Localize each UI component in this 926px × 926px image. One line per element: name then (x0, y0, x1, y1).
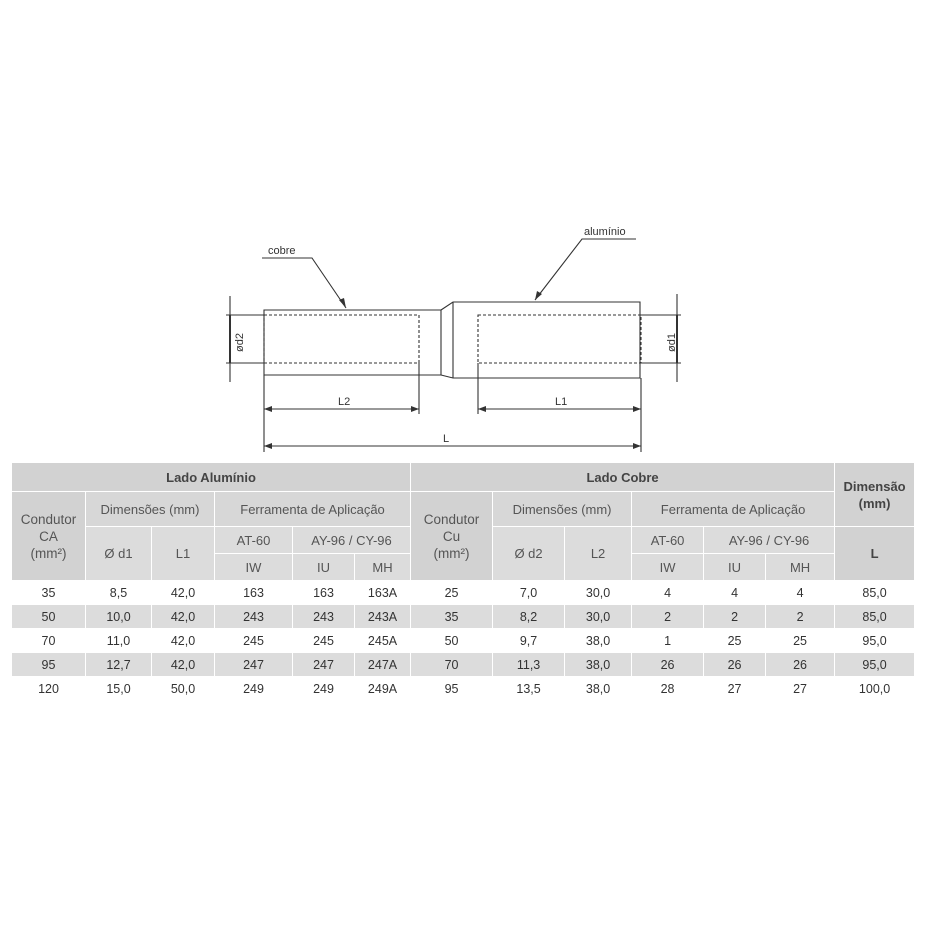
transition (441, 302, 640, 378)
table-cell: 85,0 (835, 581, 915, 605)
table-cell: 8,5 (86, 581, 152, 605)
label-L2: L2 (338, 396, 351, 408)
header-dim-L: L (835, 527, 915, 581)
table-cell: 12,7 (86, 653, 152, 677)
table-cell: 95 (12, 653, 86, 677)
table-cell: 2 (766, 605, 835, 629)
header-dimensao-line2: (mm) (858, 495, 891, 511)
table-cell: 50,0 (152, 677, 215, 701)
header-d1: Ø d1 (86, 527, 152, 581)
table-cell: 26 (632, 653, 704, 677)
header-iu-cu: IU (704, 554, 766, 581)
label-L: L (443, 433, 450, 445)
header-lado-cobre: Lado Cobre (411, 463, 835, 492)
table-cell: 95,0 (835, 629, 915, 653)
table-cell: 8,2 (493, 605, 565, 629)
table-cell: 2 (704, 605, 766, 629)
header-condutor-ca (12, 492, 86, 581)
table-cell: 249 (293, 677, 355, 701)
table-cell: 27 (766, 677, 835, 701)
table-row (12, 653, 915, 677)
table-cell: 25 (704, 629, 766, 653)
table-cell: 243A (355, 605, 411, 629)
table-cell: 15,0 (86, 677, 152, 701)
table-row (12, 629, 915, 653)
table-cell: 28 (632, 677, 704, 701)
header-d2: Ø d2 (493, 527, 565, 581)
table-cell: 70 (12, 629, 86, 653)
table-cell: 95 (411, 677, 493, 701)
table-cell: 38,0 (565, 629, 632, 653)
header-dimensoes-al: Dimensões (mm) (86, 492, 215, 527)
table-cell: 1 (632, 629, 704, 653)
table-cell: 245 (215, 629, 293, 653)
table-cell: 4 (632, 581, 704, 605)
table-cell: 85,0 (835, 605, 915, 629)
table-cell: 7,0 (493, 581, 565, 605)
table-cell: 95,0 (835, 653, 915, 677)
connector-diagram (0, 0, 926, 460)
header-condutor-cu (411, 492, 493, 581)
table-cell: 120 (12, 677, 86, 701)
condutor-cu-line2: Cu (442, 528, 461, 544)
table-cell: 42,0 (152, 581, 215, 605)
table-cell: 38,0 (565, 653, 632, 677)
table-cell: 249A (355, 677, 411, 701)
table-cell: 13,5 (493, 677, 565, 701)
header-l2: L2 (565, 527, 632, 581)
table-row (12, 605, 915, 629)
table-cell: 10,0 (86, 605, 152, 629)
table-cell: 249 (215, 677, 293, 701)
table-cell: 26 (704, 653, 766, 677)
table-cell: 35 (411, 605, 493, 629)
table-cell: 4 (766, 581, 835, 605)
table-cell: 25 (411, 581, 493, 605)
table-cell: 163A (355, 581, 411, 605)
header-iw-al: IW (215, 554, 293, 581)
table-cell: 245 (293, 629, 355, 653)
condutor-ca-line2: CA (39, 528, 58, 544)
table-cell: 247 (215, 653, 293, 677)
condutor-ca-line3: (mm²) (30, 545, 67, 561)
table-cell: 38,0 (565, 677, 632, 701)
table-cell: 243 (293, 605, 355, 629)
copper-bore (264, 315, 419, 363)
table-cell: 4 (704, 581, 766, 605)
header-at60-cu: AT-60 (632, 527, 704, 554)
header-mh-al: MH (355, 554, 411, 581)
label-aluminio: alumínio (584, 226, 626, 238)
table-cell: 27 (704, 677, 766, 701)
table-cell: 247 (293, 653, 355, 677)
aluminum-bore (478, 315, 641, 363)
table-row (12, 677, 915, 701)
table-cell: 50 (411, 629, 493, 653)
table-cell: 70 (411, 653, 493, 677)
header-dimensoes-cu: Dimensões (mm) (493, 492, 632, 527)
condutor-ca-line1: Condutor (20, 511, 77, 527)
table-cell: 50 (12, 605, 86, 629)
cobre-leader (262, 258, 346, 308)
header-ay96-cu: AY-96 / CY-96 (704, 527, 835, 554)
condutor-cu-line1: Condutor (423, 511, 480, 527)
copper-body (264, 310, 441, 375)
header-mh-cu: MH (766, 554, 835, 581)
table-cell: 2 (632, 605, 704, 629)
label-d2: ød2 (234, 333, 246, 352)
label-L1: L1 (555, 396, 568, 408)
condutor-cu-line3: (mm²) (433, 545, 470, 561)
table-cell: 30,0 (565, 581, 632, 605)
header-ferramenta-cu: Ferramenta de Aplicação (632, 492, 835, 527)
table-cell: 11,3 (493, 653, 565, 677)
aluminio-leader (535, 239, 636, 300)
table-cell: 35 (12, 581, 86, 605)
table-row (12, 581, 915, 605)
header-dimensao-line1: Dimensão (843, 478, 906, 494)
header-at60-al: AT-60 (215, 527, 293, 554)
table-cell: 163 (215, 581, 293, 605)
spec-table-body (12, 581, 915, 701)
table-cell: 243 (215, 605, 293, 629)
header-iu-al: IU (293, 554, 355, 581)
table-cell: 42,0 (152, 629, 215, 653)
table-cell: 25 (766, 629, 835, 653)
header-iw-cu: IW (632, 554, 704, 581)
spec-table (11, 462, 915, 701)
header-ferramenta-al: Ferramenta de Aplicação (215, 492, 411, 527)
table-cell: 9,7 (493, 629, 565, 653)
header-l1: L1 (152, 527, 215, 581)
table-cell: 42,0 (152, 653, 215, 677)
table-cell: 30,0 (565, 605, 632, 629)
table-cell: 163 (293, 581, 355, 605)
label-cobre: cobre (268, 245, 296, 257)
header-ay96-al: AY-96 / CY-96 (293, 527, 411, 554)
header-lado-aluminio: Lado Alumínio (12, 463, 411, 492)
header-dimensao (835, 463, 915, 527)
label-d1: ød1 (666, 333, 678, 352)
table-cell: 100,0 (835, 677, 915, 701)
table-cell: 11,0 (86, 629, 152, 653)
table-cell: 42,0 (152, 605, 215, 629)
table-cell: 247A (355, 653, 411, 677)
table-cell: 26 (766, 653, 835, 677)
table-cell: 245A (355, 629, 411, 653)
